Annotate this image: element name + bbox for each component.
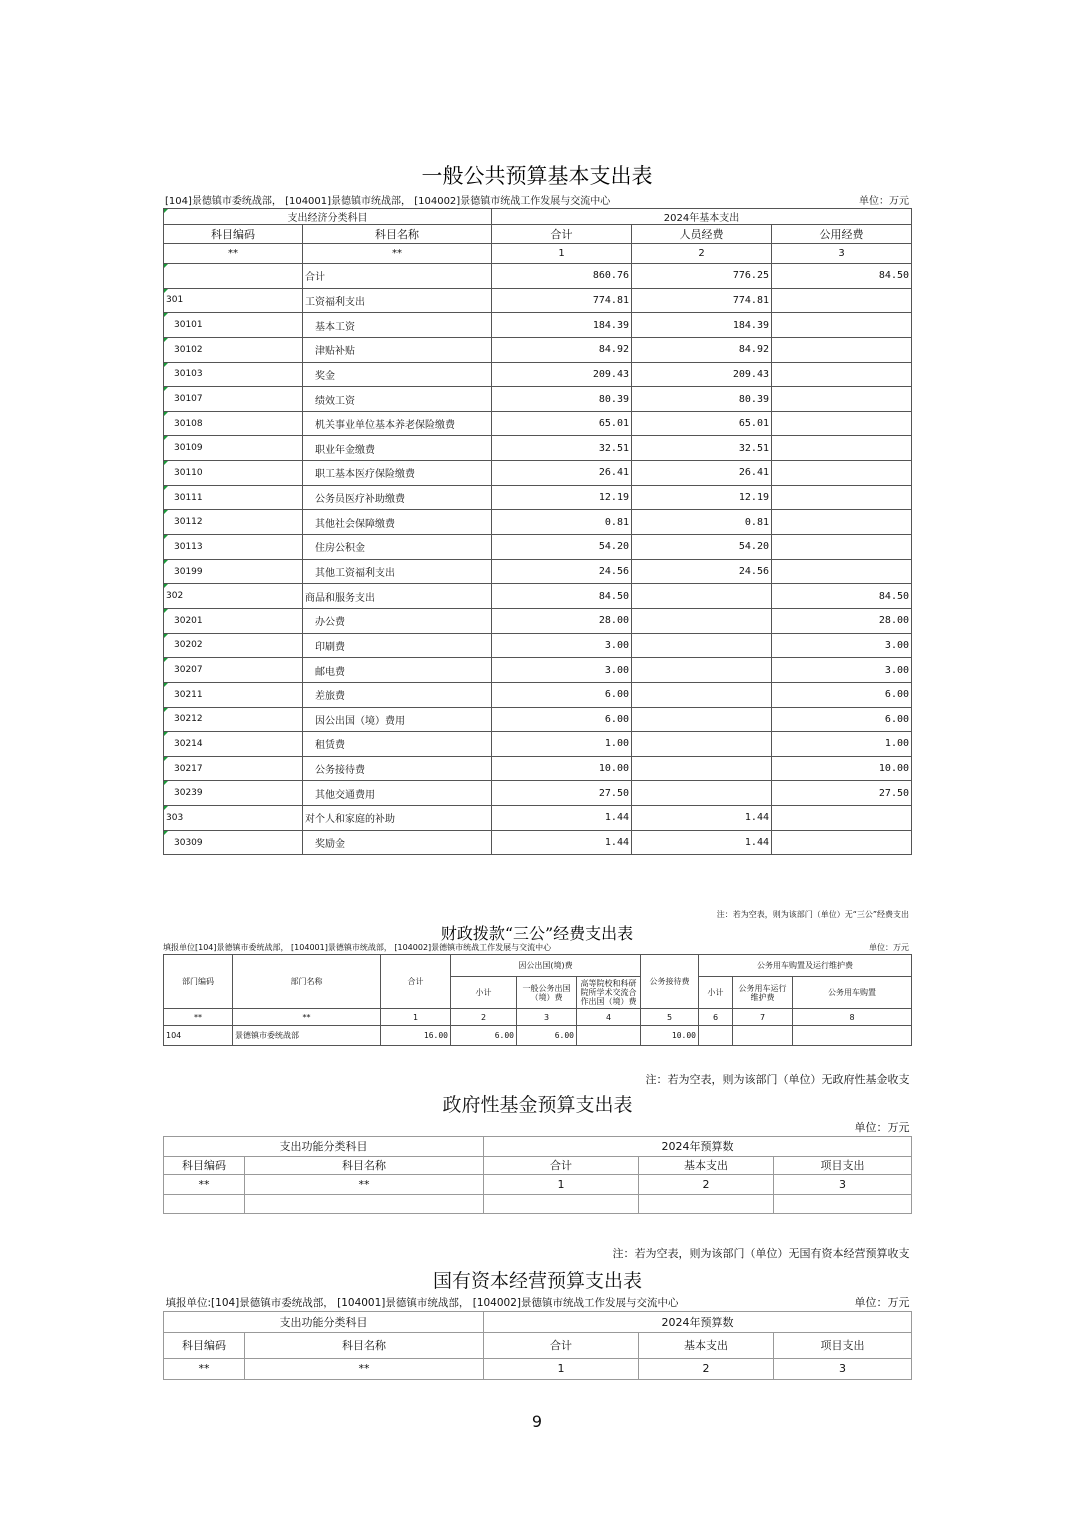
table-row <box>164 781 912 806</box>
table1-cell-name: 印刷费 <box>303 633 492 658</box>
table1-cell-total: 6.00 <box>492 682 632 707</box>
table1-cell-personnel: 1.44 <box>632 830 772 855</box>
table1-cell-name: 绩效工资 <box>303 387 492 412</box>
table1-cell-total: 84.92 <box>492 337 632 362</box>
table4-col-code: 科目编码 <box>164 1332 245 1358</box>
table1-cell-public: 1.00 <box>772 732 912 757</box>
table1-cell-code: 30207 <box>164 658 303 683</box>
table1-cell-public <box>772 830 912 855</box>
table1-cell-personnel <box>632 682 772 707</box>
page-number: 9 <box>531 1412 543 1431</box>
table1-cell-personnel: 184.39 <box>632 313 772 338</box>
table2-col-subtotal: 小计 <box>451 977 517 1009</box>
table1 <box>163 208 912 855</box>
table1-cell-personnel: 84.92 <box>632 337 772 362</box>
table1-cell-personnel: 0.81 <box>632 510 772 535</box>
table1-cell-personnel: 1.44 <box>632 806 772 831</box>
table2-group-vehicle: 公务用车购置及运行维护费 <box>699 955 912 977</box>
table1-cell-code: 30214 <box>164 732 303 757</box>
table1-col-personnel: 人员经费 <box>632 225 772 244</box>
table1-cell-name: 合计 <box>303 264 492 289</box>
table1-cell-public <box>772 337 912 362</box>
table3-head-group-right: 2024年预算数 <box>484 1136 912 1156</box>
table-row <box>164 707 912 732</box>
table3-col-basic: 基本支出 <box>639 1156 774 1174</box>
table1-cell-total: 774.81 <box>492 288 632 313</box>
table2-cell-reception: 10.00 <box>641 1026 699 1046</box>
table2-col-dept-code: 部门编码 <box>164 955 233 1009</box>
table1-cell-name: 奖励金 <box>303 830 492 855</box>
table-row <box>164 1026 912 1046</box>
table3-blank <box>164 1068 245 1089</box>
table1-cell-name: 办公费 <box>303 608 492 633</box>
table1-col-total: 合计 <box>492 225 632 244</box>
table1-cell-personnel: 24.56 <box>632 559 772 584</box>
table1-cell-personnel <box>632 756 772 781</box>
table1-col-code: 科目编码 <box>164 225 303 244</box>
table1-cell-code: 30109 <box>164 436 303 461</box>
table1-cell-personnel: 774.81 <box>632 288 772 313</box>
table4-idx: ** <box>164 1358 245 1379</box>
table1-cell-personnel <box>632 658 772 683</box>
table1-cell-name: 基本工资 <box>303 313 492 338</box>
table2-col-academic-abroad: 高等院校和科研院所学术交流合作出国（境）费 <box>577 977 641 1009</box>
table1-cell-public <box>772 288 912 313</box>
table2-col-dept-name: 部门名称 <box>233 955 381 1009</box>
table1-cell-personnel <box>632 732 772 757</box>
table1-cell-personnel: 209.43 <box>632 362 772 387</box>
table1-cell-name: 机关事业单位基本养老保险缴费 <box>303 411 492 436</box>
table2 <box>163 954 912 1046</box>
table1-cell-total: 28.00 <box>492 608 632 633</box>
table1-cell-code: 30112 <box>164 510 303 535</box>
table1-cell-code: 30202 <box>164 633 303 658</box>
table1-cell-code: 30217 <box>164 756 303 781</box>
table4-idx: 2 <box>639 1358 774 1379</box>
table1-cell-public: 27.50 <box>772 781 912 806</box>
table1-cell-code: 303 <box>164 806 303 831</box>
table3-empty-cell <box>245 1194 484 1213</box>
table2-idx: 8 <box>793 1009 912 1026</box>
table2-note: 注：若为空表，则为该部门（单位）无“三公”经费支出 <box>716 910 909 919</box>
table2-cell-vehicle-subtotal <box>699 1026 733 1046</box>
table-row <box>164 830 912 855</box>
table2-cell-general: 6.00 <box>517 1026 577 1046</box>
table4-unit: 单位：万元 <box>854 1296 910 1310</box>
table1-cell-code <box>164 264 303 289</box>
table1-cell-personnel <box>632 707 772 732</box>
table-row <box>164 264 912 289</box>
table4-note: 注：若为空表，则为该部门（单位）无国有资本经营预算收支 <box>612 1247 910 1260</box>
table1-cell-total: 6.00 <box>492 707 632 732</box>
table1-idx: 1 <box>492 244 632 264</box>
table1-cell-name: 公务接待费 <box>303 756 492 781</box>
table1-cell-code: 30102 <box>164 337 303 362</box>
table1-cell-total: 27.50 <box>492 781 632 806</box>
table2-unit: 单位：万元 <box>869 943 909 952</box>
table-row <box>164 732 912 757</box>
table3-empty-cell <box>639 1194 774 1213</box>
table3-blank <box>245 1068 484 1089</box>
table-row <box>164 411 912 436</box>
table3-col-name: 科目名称 <box>245 1156 484 1174</box>
table-row <box>164 387 912 412</box>
table3-idx: 3 <box>774 1174 912 1194</box>
table1-cell-code: 30108 <box>164 411 303 436</box>
table1-cell-total: 80.39 <box>492 387 632 412</box>
table1-cell-code: 30211 <box>164 682 303 707</box>
table1-cell-code: 30110 <box>164 461 303 486</box>
table-row <box>164 288 912 313</box>
table1-cell-name: 公务员医疗补助缴费 <box>303 485 492 510</box>
table2-title: 财政拨款“三公”经费支出表 <box>440 924 634 943</box>
table-row <box>164 436 912 461</box>
table4-col-project: 项目支出 <box>774 1332 912 1358</box>
table1-cell-personnel <box>632 608 772 633</box>
table1-cell-code: 30212 <box>164 707 303 732</box>
table1-cell-name: 商品和服务支出 <box>303 584 492 609</box>
table1-cell-code: 302 <box>164 584 303 609</box>
table1-col-public: 公用经费 <box>772 225 912 244</box>
table2-org: 填报单位[104]景德镇市委统战部， [104001]景德镇市统战部， [104002]景德镇市统战工作发展与交流中心 <box>163 943 552 952</box>
table2-col-general-abroad: 一般公务出国（境）费 <box>517 977 577 1009</box>
table2-cell-vehicle-buy <box>793 1026 912 1046</box>
table1-cell-code: 30107 <box>164 387 303 412</box>
table1-idx: ** <box>164 244 303 264</box>
table2-idx: 1 <box>381 1009 451 1026</box>
table4-blank <box>245 1242 484 1264</box>
table1-cell-total: 1.44 <box>492 830 632 855</box>
table-row <box>164 485 912 510</box>
table2-col-vehicle-subtotal: 小计 <box>699 977 733 1009</box>
table1-cell-personnel: 32.51 <box>632 436 772 461</box>
table1-cell-name: 工资福利支出 <box>303 288 492 313</box>
table1-cell-name: 奖金 <box>303 362 492 387</box>
table2-idx: 2 <box>451 1009 517 1026</box>
table1-cell-public: 3.00 <box>772 658 912 683</box>
table4-org: 填报单位:[104]景德镇市委统战部， [104001]景德镇市统战部， [104002]景德镇市统战工作发展与交流中心 <box>165 1296 679 1309</box>
table4-col-name: 科目名称 <box>245 1332 484 1358</box>
table1-cell-total: 32.51 <box>492 436 632 461</box>
table1-cell-public <box>772 387 912 412</box>
table1-cell-code: 30239 <box>164 781 303 806</box>
table1-title: 一般公共预算基本支出表 <box>421 164 653 188</box>
table3-col-code: 科目编码 <box>164 1156 245 1174</box>
table1-cell-name: 因公出国（境）费用 <box>303 707 492 732</box>
table2-idx: ** <box>233 1009 381 1026</box>
table1-idx: ** <box>303 244 492 264</box>
table2-col-total: 合计 <box>381 955 451 1009</box>
table1-cell-public: 10.00 <box>772 756 912 781</box>
table3-col-project: 项目支出 <box>774 1156 912 1174</box>
table1-cell-name: 其他交通费用 <box>303 781 492 806</box>
table2-idx: 3 <box>517 1009 577 1026</box>
table-row <box>164 682 912 707</box>
table1-cell-public <box>772 510 912 535</box>
table-row <box>164 510 912 535</box>
table1-cell-public <box>772 411 912 436</box>
table-row <box>164 658 912 683</box>
table1-cell-total: 209.43 <box>492 362 632 387</box>
table1-cell-personnel: 776.25 <box>632 264 772 289</box>
table1-cell-total: 0.81 <box>492 510 632 535</box>
table1-cell-public: 84.50 <box>772 584 912 609</box>
table1-cell-public: 6.00 <box>772 682 912 707</box>
table2-group-abroad: 因公出国(境)费 <box>451 955 641 977</box>
table1-head-group-right: 2024年基本支出 <box>492 209 912 225</box>
table1-cell-total: 3.00 <box>492 658 632 683</box>
table1-cell-public <box>772 535 912 560</box>
table1-cell-personnel: 26.41 <box>632 461 772 486</box>
table1-cell-total: 24.56 <box>492 559 632 584</box>
table-row <box>164 584 912 609</box>
table4-idx: 3 <box>774 1358 912 1379</box>
table2-idx: 4 <box>577 1009 641 1026</box>
table1-cell-code: 30113 <box>164 535 303 560</box>
table1-cell-name: 租赁费 <box>303 732 492 757</box>
table2-col-reception: 公务接待费 <box>641 955 699 1009</box>
table1-cell-personnel: 12.19 <box>632 485 772 510</box>
table4-head-group-right: 2024年预算数 <box>484 1311 912 1332</box>
table1-cell-name: 职工基本医疗保险缴费 <box>303 461 492 486</box>
table-row <box>164 756 912 781</box>
table1-cell-total: 65.01 <box>492 411 632 436</box>
table2-col-vehicle-run: 公务用车运行维护费 <box>733 977 793 1009</box>
table1-cell-public: 84.50 <box>772 264 912 289</box>
table1-cell-public: 28.00 <box>772 608 912 633</box>
table1-cell-code: 30111 <box>164 485 303 510</box>
table1-cell-total: 84.50 <box>492 584 632 609</box>
table1-head-group-left: 支出经济分类科目 <box>164 209 492 225</box>
table-row <box>164 535 912 560</box>
table3-empty-cell <box>484 1194 639 1213</box>
table1-org: [104]景德镇市委统战部， [104001]景德镇市统战部， [104002]景德镇市统战工作发展与交流中心 <box>165 196 611 207</box>
table1-cell-name: 职业年金缴费 <box>303 436 492 461</box>
table1-cell-personnel: 54.20 <box>632 535 772 560</box>
table3-unit: 单位：万元 <box>854 1120 910 1134</box>
table1-cell-name: 津贴补贴 <box>303 337 492 362</box>
table4-head-group-left: 支出功能分类科目 <box>164 1311 484 1332</box>
table-row <box>164 608 912 633</box>
table4-blank <box>164 1242 245 1264</box>
table1-cell-code: 30101 <box>164 313 303 338</box>
table3-col-total: 合计 <box>484 1156 639 1174</box>
table1-cell-public <box>772 485 912 510</box>
table4-idx: ** <box>245 1358 484 1379</box>
table4-title: 国有资本经营预算支出表 <box>433 1269 643 1292</box>
table1-cell-public <box>772 806 912 831</box>
table1-cell-public: 3.00 <box>772 633 912 658</box>
table1-cell-name: 其他工资福利支出 <box>303 559 492 584</box>
table1-idx: 3 <box>772 244 912 264</box>
table4-col-basic: 基本支出 <box>639 1332 774 1358</box>
table1-cell-name: 住房公积金 <box>303 535 492 560</box>
table1-cell-total: 1.44 <box>492 806 632 831</box>
table-row <box>164 362 912 387</box>
table1-cell-total: 184.39 <box>492 313 632 338</box>
table1-cell-public <box>772 436 912 461</box>
table2-idx: ** <box>164 1009 233 1026</box>
table1-cell-public: 6.00 <box>772 707 912 732</box>
table1-cell-code: 301 <box>164 288 303 313</box>
table2-col-vehicle-buy: 公务用车购置 <box>793 977 912 1009</box>
table3-head-group-left: 支出功能分类科目 <box>164 1136 484 1156</box>
table1-cell-total: 3.00 <box>492 633 632 658</box>
table1-cell-public <box>772 461 912 486</box>
table4-col-total: 合计 <box>484 1332 639 1358</box>
table2-cell-vehicle-run <box>733 1026 793 1046</box>
table-row <box>164 806 912 831</box>
table3-note: 注：若为空表，则为该部门（单位）无政府性基金收支 <box>645 1072 910 1086</box>
table1-cell-personnel: 80.39 <box>632 387 772 412</box>
table2-cell-subtotal: 6.00 <box>451 1026 517 1046</box>
table3-empty-cell <box>164 1194 245 1213</box>
table2-cell-total: 16.00 <box>381 1026 451 1046</box>
table1-cell-personnel <box>632 781 772 806</box>
table-row <box>164 559 912 584</box>
table-row <box>164 337 912 362</box>
table1-cell-personnel <box>632 633 772 658</box>
table3-idx: 2 <box>639 1174 774 1194</box>
table3-title: 政府性基金预算支出表 <box>442 1094 633 1116</box>
table1-cell-personnel: 65.01 <box>632 411 772 436</box>
table2-idx: 6 <box>699 1009 733 1026</box>
table1-idx: 2 <box>632 244 772 264</box>
table1-cell-code: 30201 <box>164 608 303 633</box>
table1-cell-code: 30103 <box>164 362 303 387</box>
table1-cell-public <box>772 313 912 338</box>
table1-unit: 单位：万元 <box>859 196 909 207</box>
table-row <box>164 313 912 338</box>
table1-cell-code: 30199 <box>164 559 303 584</box>
table4-idx: 1 <box>484 1358 639 1379</box>
table1-cell-total: 54.20 <box>492 535 632 560</box>
table2-cell-name: 景德镇市委统战部 <box>233 1026 381 1046</box>
table1-cell-name: 其他社会保障缴费 <box>303 510 492 535</box>
table1-cell-total: 860.76 <box>492 264 632 289</box>
table4 <box>163 1242 912 1380</box>
table1-cell-total: 10.00 <box>492 756 632 781</box>
table1-cell-code: 30309 <box>164 830 303 855</box>
table1-cell-name: 差旅费 <box>303 682 492 707</box>
table2-cell-code: 104 <box>164 1026 233 1046</box>
table1-col-name: 科目名称 <box>303 225 492 244</box>
table1-cell-name: 对个人和家庭的补助 <box>303 806 492 831</box>
table3-empty-cell <box>774 1194 912 1213</box>
table3 <box>163 1068 912 1214</box>
table1-cell-name: 邮电费 <box>303 658 492 683</box>
table3-idx: ** <box>164 1174 245 1194</box>
table1-cell-total: 1.00 <box>492 732 632 757</box>
table2-idx: 7 <box>733 1009 793 1026</box>
table3-idx: ** <box>245 1174 484 1194</box>
table-row <box>164 461 912 486</box>
table1-cell-public <box>772 559 912 584</box>
table1-cell-public <box>772 362 912 387</box>
table2-cell-academic <box>577 1026 641 1046</box>
table1-cell-personnel <box>632 584 772 609</box>
table3-idx: 1 <box>484 1174 639 1194</box>
table1-cell-total: 26.41 <box>492 461 632 486</box>
table1-cell-total: 12.19 <box>492 485 632 510</box>
table-row <box>164 633 912 658</box>
table2-idx: 5 <box>641 1009 699 1026</box>
